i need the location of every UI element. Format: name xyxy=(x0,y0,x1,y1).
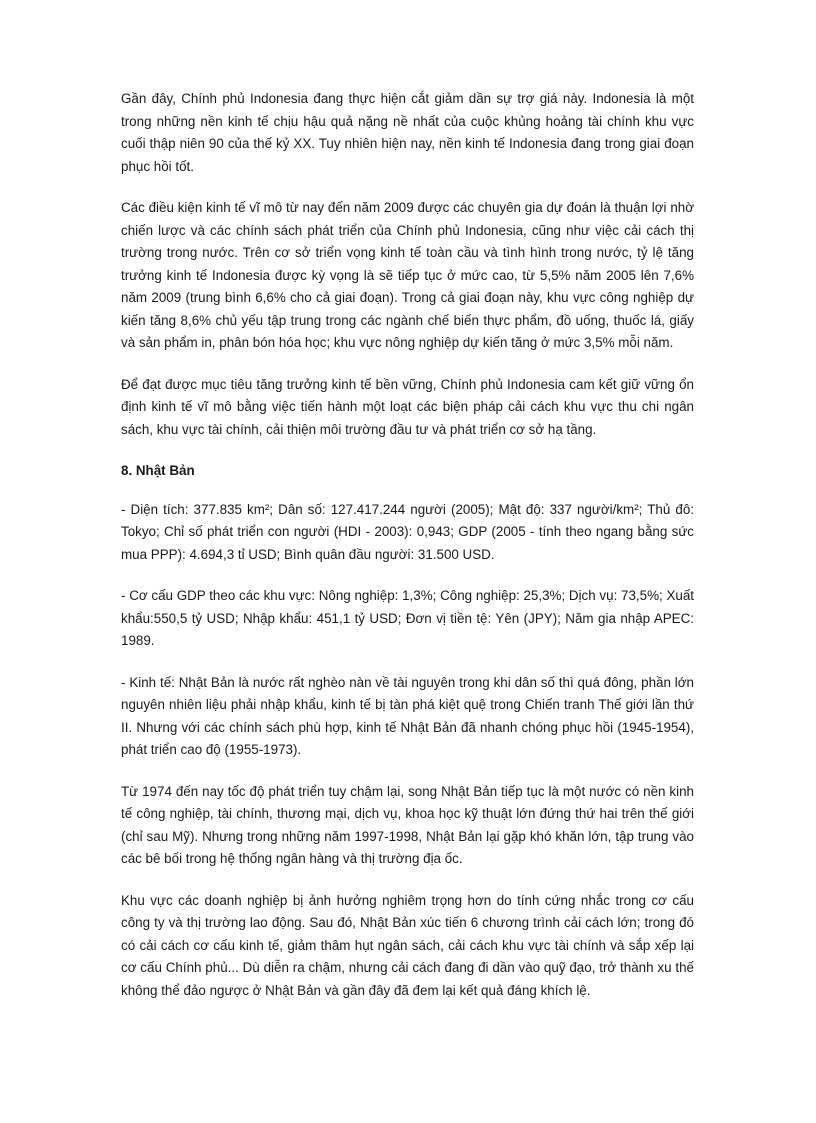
paragraph-japan-reforms: Khu vực các doanh nghiệp bị ảnh hưởng nghiêm trọng hơn do tính cứng nhắc trong cơ cấu công ty và thị trường lao động. Sau đó, Nhật Bản xúc tiến 6 chương trình cải cách lớn; trong đó có cải cách cơ cấu kinh tế, giảm thâm hụt ngân sách, cải cách khu vực tài chính và sắp xếp lại cơ cấu Chính phủ... Dù diễn ra chậm, nhưng cải cách đang đi dần vào quỹ đạo, trở thành xu thế không thể đảo ngược ở Nhật Bản và gần đây đã đem lại kết quả đáng khích lệ. xyxy=(121,892,694,998)
document-page xyxy=(121,88,694,1021)
paragraph-indonesia-commitment: Để đạt được mục tiêu tăng trưởng kinh tế bền vững, Chính phủ Indonesia cam kết giữ vững ổn định kinh tế vĩ mô bằng việc tiến hành một loạt các biện pháp cải cách khu vực thu chi ngân sách, khu vực tài chính, cải thiện môi trường đầu tư và phát triển cơ sở hạ tầng. xyxy=(121,376,694,437)
paragraph-japan-economy: - Kinh tế: Nhật Bản là nước rất nghèo nàn về tài nguyên trong khi dân số thì quá đông, phần lớn nguyên nhiên liệu phải nhập khẩu, kinh tế bị tàn phá kiệt quệ trong Chiến tranh Thế giới lần thứ II. Nhưng với các chính sách phù hợp, kinh tế Nhật Bản đã nhanh chóng phục hồi (1945-1954), phát triển cao độ (1955-1973). xyxy=(121,674,694,757)
paragraph-indonesia-subsidy: Gần đây, Chính phủ Indonesia đang thực hiện cắt giảm dần sự trợ giá này. Indonesia là một trong những nền kinh tế chịu hậu quả nặng nề nhất của cuộc khủng hoảng tài chính khu vực cuối thập niên 90 của thế kỷ XX. Tuy nhiên hiện nay, nền kinh tế Indonesia đang trong giai đoạn phục hồi tốt. xyxy=(121,91,694,174)
paragraph-japan-gdp-structure: - Cơ cấu GDP theo các khu vực: Nông nghiệp: 1,3%; Công nghiệp: 25,3%; Dịch vụ: 73,5%; Xuất khẩu:550,5 tỷ USD; Nhập khẩu: 451,1 tỷ USD; Đơn vị tiền tệ: Yên (JPY); Năm gia nhập APEC: 1989. xyxy=(121,588,694,648)
paragraph-indonesia-macro-forecast: Các điều kiện kinh tế vĩ mô từ nay đến năm 2009 được các chuyên gia dự đoán là thuận lợi nhờ chiến lược và các chính sách phát triển của Chính phủ Indonesia, cũng như việc cải cách thị trường trong nước. Trên cơ sở triển vọng kinh tế toàn cầu và tình hình trong nước, tỷ lệ tăng trưởng kinh tế Indonesia được kỳ vọng là sẽ tiếp tục ở mức cao, từ 5,5% năm 2005 lên 7,6% năm 2009 (trung bình 6,6% cho cả giai đoạn). Trong cả giai đoạn này, khu vực công nghiệp dự kiến tăng 8,6% chủ yếu tập trung trong các ngành chế biến thực phẩm, đồ uống, thuốc lá, giấy và sản phẩm in, phân bón hóa học; khu vực nông nghiệp dự kiến tăng ở mức 3,5% mỗi năm. xyxy=(121,200,694,350)
paragraph-japan-since-1974: Từ 1974 đến nay tốc độ phát triển tuy chậm lại, song Nhật Bản tiếp tục là một nước có nền kinh tế công nghiệp, tài chính, thương mại, dịch vụ, khoa học kỹ thuật lớn đứng thứ hai trên thế giới (chỉ sau Mỹ). Nhưng trong những năm 1997-1998, Nhật Bản lại gặp khó khăn lớn, tập trung vào các bê bối trong hệ thống ngân hàng và thị trường địa ốc. xyxy=(121,783,694,866)
section-heading-japan: 8. Nhật Bản xyxy=(121,463,195,478)
paragraph-japan-overview: - Diện tích: 377.835 km²; Dân số: 127.417.244 người (2005); Mật độ: 337 người/km²; Thủ đô: Tokyo; Chỉ số phát triển con người (HDI - 2003): 0,943; GDP (2005 - tính theo ngang bằng sức mua PPP): 4.694,3 tỉ USD; Bình quân đầu người: 31.500 USD. xyxy=(121,501,694,562)
